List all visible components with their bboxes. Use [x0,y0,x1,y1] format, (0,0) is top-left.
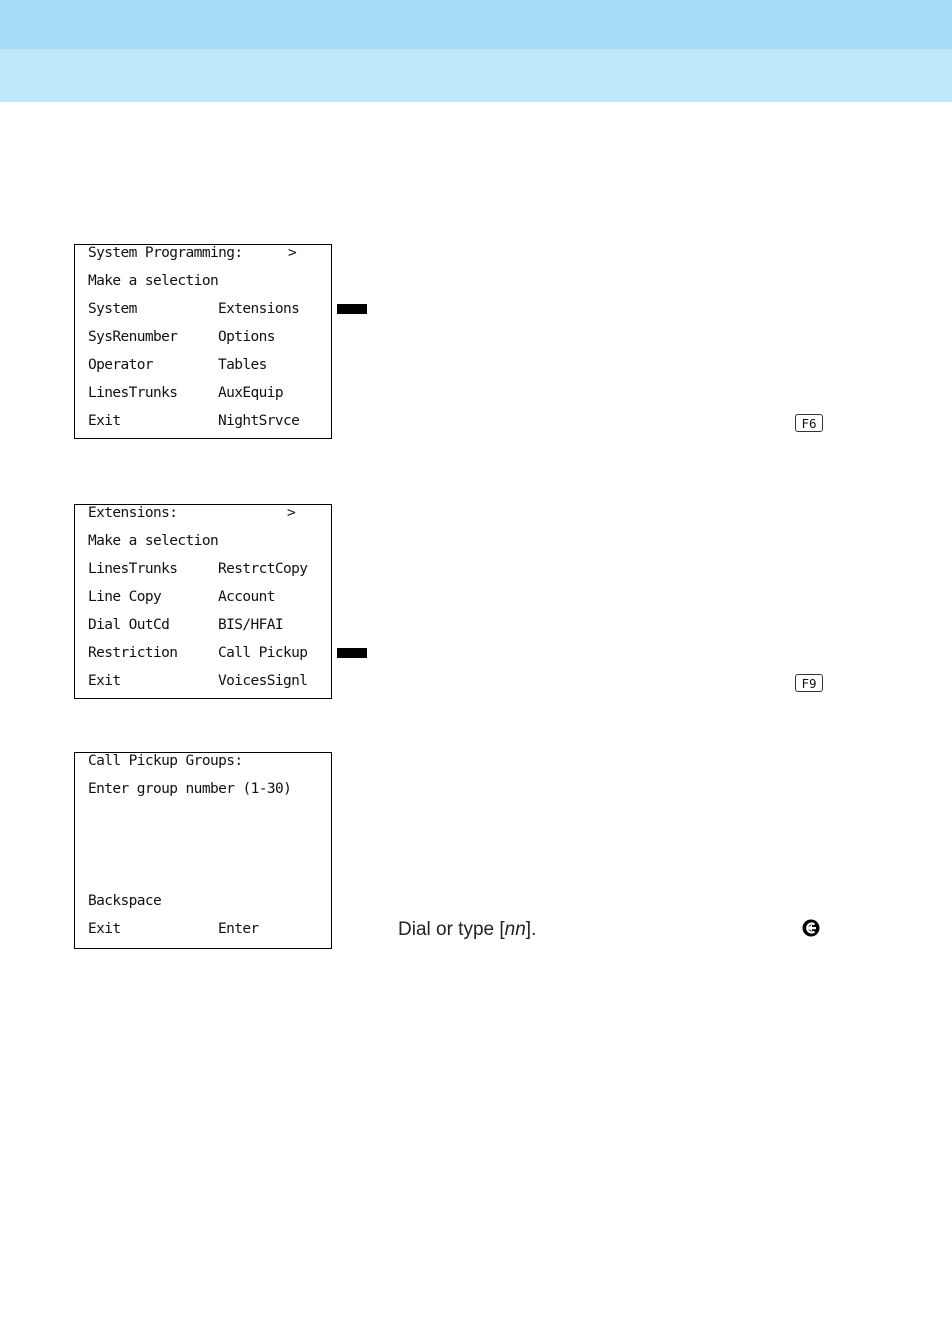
screen-prompt: Make a selection [88,273,219,289]
screen-call-pickup-groups [74,752,332,949]
instruction-suffix: ]. [525,919,537,940]
menu-option-operator[interactable]: Operator [88,357,154,373]
selection-pointer-icon [337,648,367,658]
menu-option-exit[interactable]: Exit [88,921,121,937]
menu-option-tables[interactable]: Tables [218,357,267,373]
screen-title: Call Pickup Groups: [88,753,243,769]
instruction-prefix: Dial or type [ [398,919,505,940]
screen-extensions [74,504,332,699]
function-key-f9[interactable]: F9 [795,674,823,692]
more-indicator: > [288,245,297,261]
instruction-variable: nn [504,919,526,940]
menu-option-exit[interactable]: Exit [88,673,121,689]
menu-option-nightsrvce[interactable]: NightSrvce [218,413,300,429]
header-band-top [0,0,952,49]
selection-pointer-icon [337,304,367,314]
menu-option-options[interactable]: Options [218,329,275,345]
menu-option-restriction[interactable]: Restriction [88,645,178,661]
menu-option-linestrunks[interactable]: LinesTrunks [88,561,178,577]
menu-option-call-pickup[interactable]: Call Pickup [218,645,308,661]
instruction-text [398,919,536,941]
menu-option-restrctcopy[interactable]: RestrctCopy [218,561,308,577]
screen-prompt: Enter group number (1-30) [88,781,292,797]
header-band-bottom [0,49,952,102]
screen-title: System Programming: [88,245,243,261]
menu-option-voicessignl[interactable]: VoicesSignl [218,673,308,689]
menu-option-dial-outcd[interactable]: Dial OutCd [88,617,170,633]
menu-option-account[interactable]: Account [218,589,275,605]
menu-option-sysrenumber[interactable]: SysRenumber [88,329,178,345]
function-key-f6[interactable]: F6 [795,414,823,432]
screen-title: Extensions: [88,505,178,521]
more-indicator: > [287,505,296,521]
menu-option-auxequip[interactable]: AuxEquip [218,385,284,401]
menu-option-backspace[interactable]: Backspace [88,893,162,909]
menu-option-enter[interactable]: Enter [218,921,259,937]
menu-option-linestrunks[interactable]: LinesTrunks [88,385,178,401]
menu-option-exit[interactable]: Exit [88,413,121,429]
screen-prompt: Make a selection [88,533,219,549]
screen-system-programming [74,244,332,439]
menu-option-bis-hfai[interactable]: BIS/HFAI [218,617,284,633]
menu-option-line-copy[interactable]: Line Copy [88,589,162,605]
menu-option-system[interactable]: System [88,301,137,317]
menu-option-extensions[interactable]: Extensions [218,301,300,317]
enter-key-icon [801,918,821,938]
